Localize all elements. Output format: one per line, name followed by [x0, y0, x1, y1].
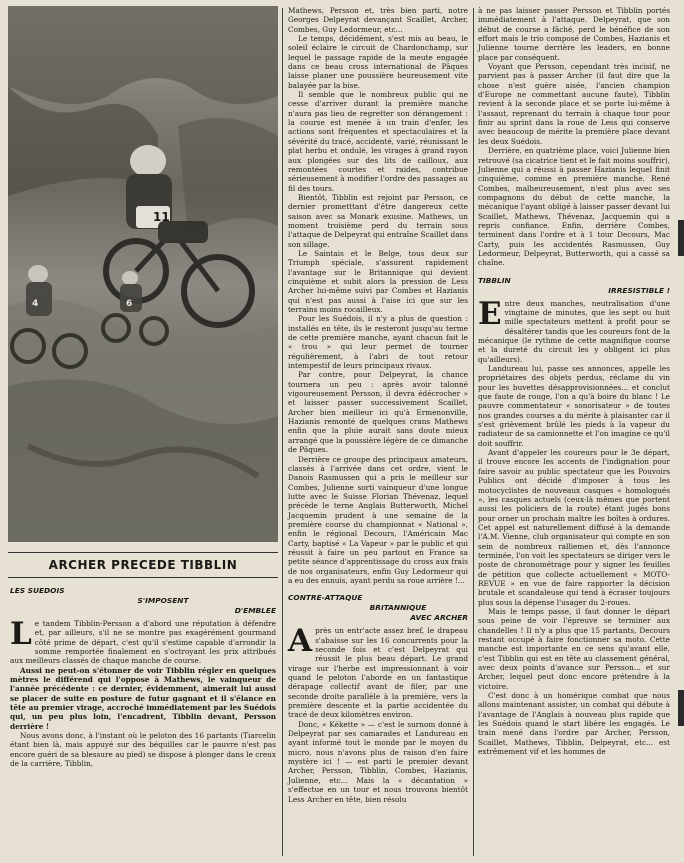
- col2-paragraph-3: Il semble que le nombreux public qui ne cesse d'arriver durant la première manche n'aura pas lieu de regretter son dérangement : la course est menée à un train d'enfer, les actions sont fréquentes et spectaculaires et la sévérité du tracé, accidenté, varié, réunissant le plat herbu et ondulé, les virages à grand rayon aux plongées sur des lits de cailloux, aux remontées courtes et raides, contribue sérieusement à modifier l'ordre des passages au fil des tours.: [288, 90, 468, 193]
- section1-heading-line2: S'IMPOSENT: [137, 596, 189, 605]
- column-2: [288, 6, 468, 804]
- column-1: [10, 586, 276, 769]
- dropcap: L: [10, 616, 32, 652]
- col2-paragraph-7: Par contre, pour Delpeyrat, la chance tournera un peu : après avoir talonné vigoureusement Persson, il devra édécrocher » et laisser passer successivement Scaillet, Archer bien meilleur ici qu'à Ermenonville, Hazianis remonté de quelques crans Mathews enfin que la pluie aurait sans doute mieux arrangé que la poussière légère de ce dimanche de Pâques.: [288, 370, 468, 455]
- col2-paragraph-9: Après un entr'acte assez bref, le drapeau s'abaisse sur les 16 concurrents pour la seconde fois et c'est Delpeyrat qui réussit le plus beau départ. Le grand virage sur l'herbe est impressionnant à voir quand le peloton l'aborde en un fantastique dérapage collectif avant de filer, par une seconde droite parallèle à la première, vers la première descente et la partie accidentée du tracé de deux kilomètres environ.: [288, 623, 468, 720]
- plate-number-right: 6: [126, 299, 133, 309]
- section1-paragraph-3: Nous avons donc, à l'instant où le peloton des 16 partants (Tiarcelin étant bien là, mais appuyé sur des béquilles car le pauvre n'est pas encore guéri de sa blessure au pied) se dispose à plonger dans le creux de la carrière, Tibblin,: [10, 731, 276, 769]
- col2-paragraph-8: Derrière ce groupe des principaux amateurs, classés à l'arrivée dans cet ordre, vient le Danois Rasmussen qui a pris le meilleur sur Combes, Julienne sorti vainqueur d'une longue lutte avec le Suisse Florian Thévenaz, lequel précède le terne Anglais Butterworth, Michel Jacquemin prudent à une semaine de la première course du championnat « National », enfin le régional Decours, l'Américain Mac Carty, baptisé « La Vapeur » par le public et qui réussit à faire un peu partout en France sa petite séance d'apprentissage du cross aux frais de nos organisateurs, enfin Guy Ledormeur qui a eu des ennuis, ayant perdu sa roue arrière !...: [288, 454, 468, 585]
- section1-paragraph-2: Aussi ne peut-on s'étonner de voir Tibblin régler en quelques mètres le différend qui l'oppose à Mathews, le vainqueur de l'année précédente : ce dernier, évidemment, aimerait lui aussi se placer de suite en posture de futur gagnant et il s'élance en tête au premier virage, accroché immédiatement par les Suédois qui, un peu plus loin, l'encadrent, Tibblin devant, Persson derrière !: [10, 665, 276, 731]
- col3-paragraph-1: à ne pas laisser passer Persson et Tibblin portés immédiatement à l'attaque. Delpeyrat, que son début de course a fâché, perd le bénéfice de son effort mais le trio composé de Combes, Hazianis et Julienne tourne derrière les leaders, en bonne place par conséquent.: [478, 6, 670, 62]
- column-divider-2: [473, 8, 474, 856]
- col2-paragraph-2: Le temps, décidément, s'est mis au beau, le soleil éclaire le circuit de Chardonchamp, sur lequel le passage rapide de la meute engagée dans ce beau cross international de Pâques laisse planer une poussière heureusement vite balayée par la bise.: [288, 34, 468, 90]
- page-edge-tab-2: [678, 690, 684, 726]
- col3-paragraph-5: Landureau lui, passe ses annonces, appelle les propriétaires des objets perdus, réclame du vin pour les buvettes désapprovisionnées... et conclut que faute de rouge, l'on a qu'à boire du blanc ! Le pauvre commentateur « sonorisateur » de toutes nos grandes courses a du mérite à plaisanter car il s'est grièvement brûlé les pieds à la vapeur du radiateur de sa camionnette et l'on imagine ce qu'il doit souffrir.: [478, 364, 670, 448]
- column-3: [478, 6, 670, 756]
- col2-paragraph-4: Bientôt, Tibblin est rejoint par Persson, ce dernier prometttant d'être dangereux cette saison avec sa Monark exusine. Mathews, un moment troisième perd du terrain sous l'attaque de Delpeyrat qui entraîne Scaillet dans son sillage.: [288, 192, 468, 249]
- race-photo: [8, 6, 278, 542]
- section1-paragraph-1: Le tandem Tibblin-Persson a d'abord une réputation à défendre et, par ailleurs, s'il ne se montre pas exagérément gourmand côté prime de départ, c'est qu'il s'estime capable d'arrondir la somme remportée finalement en s'octroyant les prix attribués aux meilleurs classés de chaque manche de course.: [10, 616, 276, 666]
- col3-heading-line1: TIBBLIN: [478, 275, 511, 285]
- article-title: ARCHER PRECEDE TIBBLIN: [8, 552, 278, 578]
- race-photo-drawing: [8, 6, 278, 542]
- col2-heading-line2: BRITANNIQUE: [369, 603, 427, 613]
- col2-paragraph-10: Donc, « Kékette » — c'est le surnom donné à Delpeyrat par ses camarades et Landureau en ayant informé tout le monde par le moyen du micro, nous n'avons plus de raison d'en faire mystère ici ! — est parti le premier devant Archer, Persson, Tibblin, Combes, Hazianis, Julienne, etc... Mais la « décantation » s'effectue en un tour et nous trouvons bientôt Less Archer en tête, bien résolu: [288, 719, 468, 804]
- col3-paragraph-4: Entre deux manches, neutralisation d'une vingtaine de minutes, que les sept ou huit mille spectateurs mettent à profit pour se désaltérer tandis que les coureurs font de la mécanique (le rythme de cette magnifique course et la dureté du circuit les y obligent ici plus qu'ailleurs).: [478, 295, 670, 364]
- column-divider-1: [282, 8, 283, 856]
- dropcap: A: [288, 623, 313, 660]
- col3-paragraph-3: Derrière, en quatrième place, voici Julienne bien retrouvé (sa cicatrice tient et le fait moins souffrir), Julienne qui a réussi à passer Hazianis lequel finit cinquième, comme en première manche. René Combes, malheureusement, n'est plus avec ses compagnons du début de cette manche, la mécanique l'ayant obligé à laisser passer devant lui Scaillet, Mathews, Thévenaz, Jacquemin qui a repris confiance. Enfin, derrière Combes, terminent dans l'ordre et à 1 tour Decours, Mac Carty, puis les accidentés Rasmussen, Guy Ledormeur, Delpeyrat, Butterworth, qui a cassé sa chaîne.: [478, 146, 670, 268]
- col3-paragraph-7: Mais le temps passe, il faut donner le départ sous peine de voir l'épreuve se terminer aux chandelles ! Il n'y a plus que 15 partants, Decours restant occupé à faire fonctionner sa moto. Cette manche est importante en ce sens qu'avant elle, c'est Tibblin qui est en tête au classement général, avec deux points d'avance sur Persson... et sur Archer, lequel peut donc encore prétendre à la victoire.: [478, 606, 670, 691]
- col2-paragraph-5: Le Saintais et le Belge, tous deux sur Triumph spéciale, s'assurent rapidement l'avantage sur le Britannique qui devient cinquième et subit alors la pression de Less Archer lui-même suivi par Combes et Hazianis qui n'est pas aussi à l'aise ici que sur les terrains moins rocailleux.: [288, 248, 468, 314]
- col3-heading-line2: IRRESISTIBLE !: [608, 285, 670, 295]
- page-edge-tab-1: [678, 220, 684, 256]
- plate-number-left: 4: [32, 299, 39, 309]
- col2-heading-line3: AVEC ARCHER: [410, 613, 468, 623]
- col2-paragraph-1: Mathews, Persson et, très bien parti, notre Georges Delpeyrat devançant Scaillet, Archer, Combes, Guy Ledormeur, etc...: [288, 6, 468, 34]
- col3-paragraph-2: Voyant que Persson, cependant très incisif, ne parvient pas à passer Archer (il faut dire que la chose n'est guère aisée, l'ancien champion d'Europe ne commettant aucune faute), Tibblin revient à la seconde place et se porte lui-même à l'assaut, reprenant du terrain à chaque tour pour finir au sprint dans la roue de Less qui conserve avec beaucoup de mérite la première place devant les deux Suédois.: [478, 62, 670, 146]
- col3-paragraph-8: C'est donc à un homérique combat que nous allons maintenant assister, un combat qui débute à l'avantage de l'Anglais à nouveau plus rapide que les Suédois quand le start libère les engagés. Le train mené dans l'ordre par Archer, Persson, Scaillet, Mathews, Tibblin, Delpeyrat, etc... est extrêmement vif et les hommes de: [478, 691, 670, 757]
- dropcap: E: [478, 295, 502, 332]
- section1-heading-line3: D'EMBLEE: [234, 606, 276, 615]
- col2-heading-line1: CONTRE-ATTAQUE: [288, 593, 363, 603]
- col2-paragraph-6: Pour les Suédois, il n'y a plus de question : installés en tête, ils le resteront jusqu'au terme de cette première manche, ayant chacun fait le « trou » qui leur permet de tourner régulièrement, à l'abri de tout retour intempestif de leurs principaux rivaux.: [288, 314, 468, 371]
- plate-number-center: 11: [153, 210, 170, 224]
- col3-paragraph-6: Avant d'appeler les coureurs pour le 3e départ, il trouve encore les accents de l'indignation pour faire savoir au public spectateur que les Pouvoirs Publics ont décidé d'imposer à tous les motocyclistes de nouveaux casques « homologués », les casques actuels (ceux-là mêmes que portent aussi les policiers de la route) étant jugés bons pour orner un prochain maître les boîtes à ordures. Cet appel est naturellement diffusé à la demande l'A.M. Vienne, club organisateur qui compte en son sein de nombreux ralliemen et, dès l'annonce terminée, l'on voit les spectateurs se diriger vers le poste de chronométrage pour y signer les feuilles de pétition que collecte actuellement « MOTO-REVUE » en vue de faire rapporter la décision brutale et scandaleuse qui tend à écraser toujours plus sous la dépense l'usager du 2-roues.: [478, 448, 670, 607]
- section1-heading-line1: LES SUEDOIS: [10, 586, 65, 595]
